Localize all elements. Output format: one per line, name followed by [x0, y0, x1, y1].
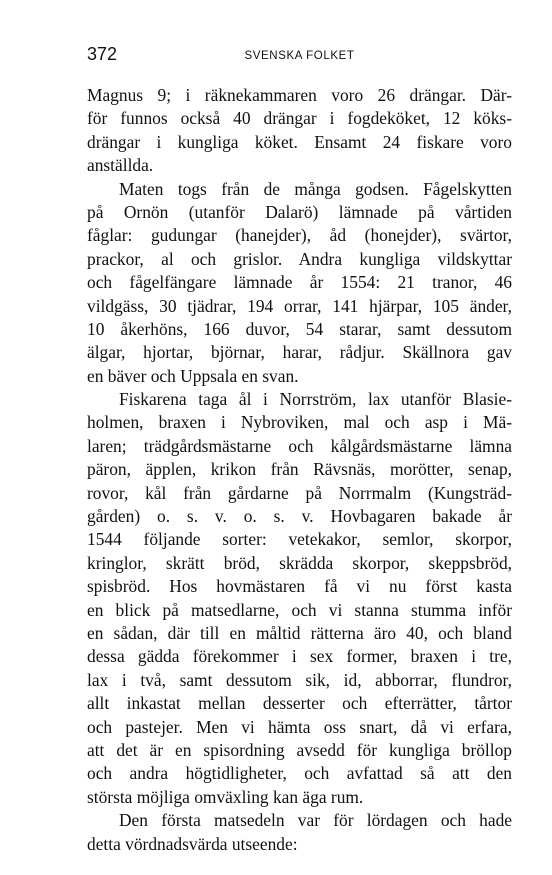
running-head: SVENSKA FOLKET [244, 50, 355, 62]
text-line: anställda. [87, 155, 154, 176]
text-line: att det är en spisordning avsedd för kungliga bröllop [87, 739, 512, 760]
text-line: detta vördnadsvärda utseende: [87, 833, 298, 854]
text-line: en sådan, där till en måltid rätterna äro 40, och bland [87, 622, 512, 643]
paragraph [87, 178, 512, 389]
text-line: och pastejer. Men vi hämta oss snart, då vi erfara, [87, 716, 512, 737]
text-line: en blick på matsedlarne, och vi stanna stumma inför [87, 599, 512, 620]
text-line: dessa gädda förekommer i sex former, braxen i tre, [87, 646, 512, 667]
text-line: kringlor, skrätt bröd, skrädda skorpor, skeppsbröd, [87, 552, 512, 573]
text-line: på Ornön (utanför Dalarö) lämnade på vårtiden [87, 201, 512, 222]
text-line: holmen, braxen i Nybroviken, mal och asp i Mä- [87, 412, 512, 433]
text-line: Magnus 9; i räknekammaren voro 26 drängar. Där- [87, 85, 512, 105]
text-line: laren; trädgårdsmästarne och kålgårdsmästarne lämna [87, 435, 512, 456]
text-line: och andra högtidligheter, och avfattad så att den [87, 763, 512, 784]
text-line: Den första matsedeln var för lördagen och hade [119, 810, 512, 831]
text-line: älgar, hjortar, björnar, harar, rådjur. Skällnora gav [87, 342, 512, 363]
text-line: 1544 följande sorter: vetekakor, semlor, skorpor, [87, 529, 512, 550]
text-line: för funnos också 40 drängar i fogdeköket, 12 köks- [87, 108, 512, 129]
text-line: vildgäss, 30 tjädrar, 194 orrar, 141 hjärpar, 105 änder, [87, 295, 512, 316]
text-line: prackor, al och grislor. Andra kungliga vildskyttar [87, 248, 512, 269]
text-line: största möjliga omväxling kan äga rum. [87, 786, 364, 807]
text-line: allt inkastat mellan desserter och efterrätter, tårtor [87, 693, 512, 714]
text-line: gården) o. s. v. o. s. v. Hovbagaren bakade år [87, 506, 512, 527]
text-line: och fågelfängare lämnade år 1554: 21 tranor, 46 [87, 272, 512, 293]
text-line: fåglar: gudungar (hanejder), åd (honejder), svärtor, [87, 225, 512, 246]
paragraph [87, 809, 512, 856]
paragraph [87, 84, 512, 178]
text-line: en bäver och Uppsala en svan. [87, 365, 299, 386]
text-line: päron, äpplen, krikon från Rävsnäs, morötter, senap, [87, 459, 512, 480]
page-header [87, 42, 512, 66]
text-line: lax i två, samt dessutom sik, id, abborrar, flundror, [87, 669, 512, 690]
text-line: Maten togs från de många godsen. Fågelskytten [119, 178, 512, 199]
text-line: drängar i kungliga köket. Ensamt 24 fiskare voro [87, 131, 512, 152]
paragraph [87, 388, 512, 809]
text-line: Fiskarena taga ål i Norrström, lax utanför Blasie- [119, 389, 512, 410]
text-line: rovor, kål från gårdarne på Norrmalm (Kungsträd- [87, 482, 512, 503]
body-text [87, 84, 512, 856]
text-line: spisbröd. Hos hovmästaren få vi nu först kasta [87, 576, 512, 597]
text-line: 10 åkerhöns, 166 duvor, 54 starar, samt dessutom [87, 318, 512, 339]
page-number: 372 [87, 44, 118, 64]
